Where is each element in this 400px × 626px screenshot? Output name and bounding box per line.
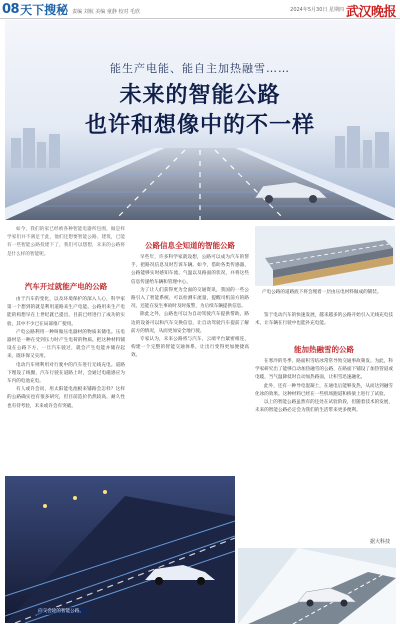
headline-line-2: 也许和想像中的不一样 bbox=[84, 112, 315, 138]
subhead-snowmelt-road: 能加热融雪的公路 bbox=[294, 345, 354, 354]
subhead-info-road: 公路信息全知道的智能公路 bbox=[145, 241, 235, 250]
newspaper-logo: 武汉晚报 bbox=[345, 5, 396, 20]
road-layers-photo bbox=[255, 226, 395, 286]
byline: 据大科技 bbox=[369, 539, 390, 545]
road-photo-caption: 产电公路的道路底下将会埋着一层由压电材料做成的铺装。 bbox=[262, 290, 382, 295]
smart-road-night-photo bbox=[5, 476, 235, 623]
lead-paragraph: 如今，我们的家已经被各种智能电器所包围，做是样学家们并不满足于此，他们还想要智能公路、建筑，已能有一些智能公路投建下了，我们可以想想，未来的公路将是什么样的智能呢。 bbox=[7, 227, 125, 257]
right-note: 鉴于电动汽车的快速发展，越来越多的公路开始引入无线充电技术，让车辆在行驶中也能补充电能。 bbox=[255, 313, 393, 327]
editor-credits: 责编 刘航 美编 童静 校对 毛欣 bbox=[72, 8, 141, 15]
masthead bbox=[0, 0, 400, 19]
subhead-power-road: 汽车开过就能产电的公路 bbox=[24, 282, 108, 291]
section-title: 天下搜秘 bbox=[20, 2, 69, 17]
headline-kicker: 能生产电能、能自主加热融雪…… bbox=[110, 62, 290, 75]
night-photo-label: 向交会轮的智能公路。 bbox=[35, 607, 87, 615]
hero-banner bbox=[5, 20, 395, 220]
article-column-1: 由于汽车的变化，以及环境保护的深入人心，科学家第一个想到的就是利用道路来生产电能。公路用来生产电能的构想早在上世纪就已提出，目前已经进行了成功的实验，其中不少已在局部推广使用。 产电公路利用一种叫做压电器材的物质来储电。压电器材是一种在受到压力时产生电荷的物质。把这种材料铺设在公路下方，一旦汽车驶过，就会产生电能并储存起来，既环保又实用。 电动汽车则利用对行驶中的汽车进行无线充电。道路下埋设了线圈，汽车行驶在道路上时，会通过电磁感应为车内的电池充电。 有人或许会问，用太阳能电池板来铺路会怎样？这样的公路确实也有很多研究，但目前造价仍然较高，耐久性也有待考验，未来或许会有突破。 bbox=[7, 297, 125, 409]
issue-date: 2024年5月30日 星期四 bbox=[290, 7, 344, 13]
page-number: 08 bbox=[2, 1, 20, 17]
snow-road-photo bbox=[238, 548, 396, 624]
article-column-2: 早些年，许多科学家就设想，公路可以成为汽车的帮手，把路况信息及时告诉车辆。如今，借助各类传感器，公路能够实时感知车流、气温以及路面的状况，并将这些信息传递给车辆和管理中心。 为了让人们获得更为全面的交通资讯，我国的一些公路引入了智能系统，可以检测车流量，提醒司机前方的路况，还能在发生事故时及时报警，为后续车辆提供信息。 除此之外，公路也可以为自动驾驶汽车提供帮助。路边的设备可以和汽车交换信息，让自动驾驶汽车提前了解前方的情况，从而更加安全地行驶。 专家认为，未来公路将与汽车、云端平台紧密相连，构建一个完整的智能交通体系，让出行变得更加便捷高效。 bbox=[131, 255, 249, 359]
headline-line-1: 未来的智能公路 bbox=[119, 82, 281, 108]
article-column-3: 在寒冷的冬季，路面积雪结冰常常导致交通事故频发。为此，科学家研究出了能够自动加热融雪的公路，在路面下铺设了加热管道或电缆，当气温降低时自动加热路面，让积雪迅速融化。 此外，还有一种导电混凝土，在通电后能够发热，从而达到融雪化冰的效果。这种材料已经在一些机场跑道和桥梁上进行了试验。 以上的智能公路虽然有的还处在试验阶段，但随着技术的发展，未来的智能公路必定会为我们的生活带来更多便利。 bbox=[255, 359, 393, 414]
